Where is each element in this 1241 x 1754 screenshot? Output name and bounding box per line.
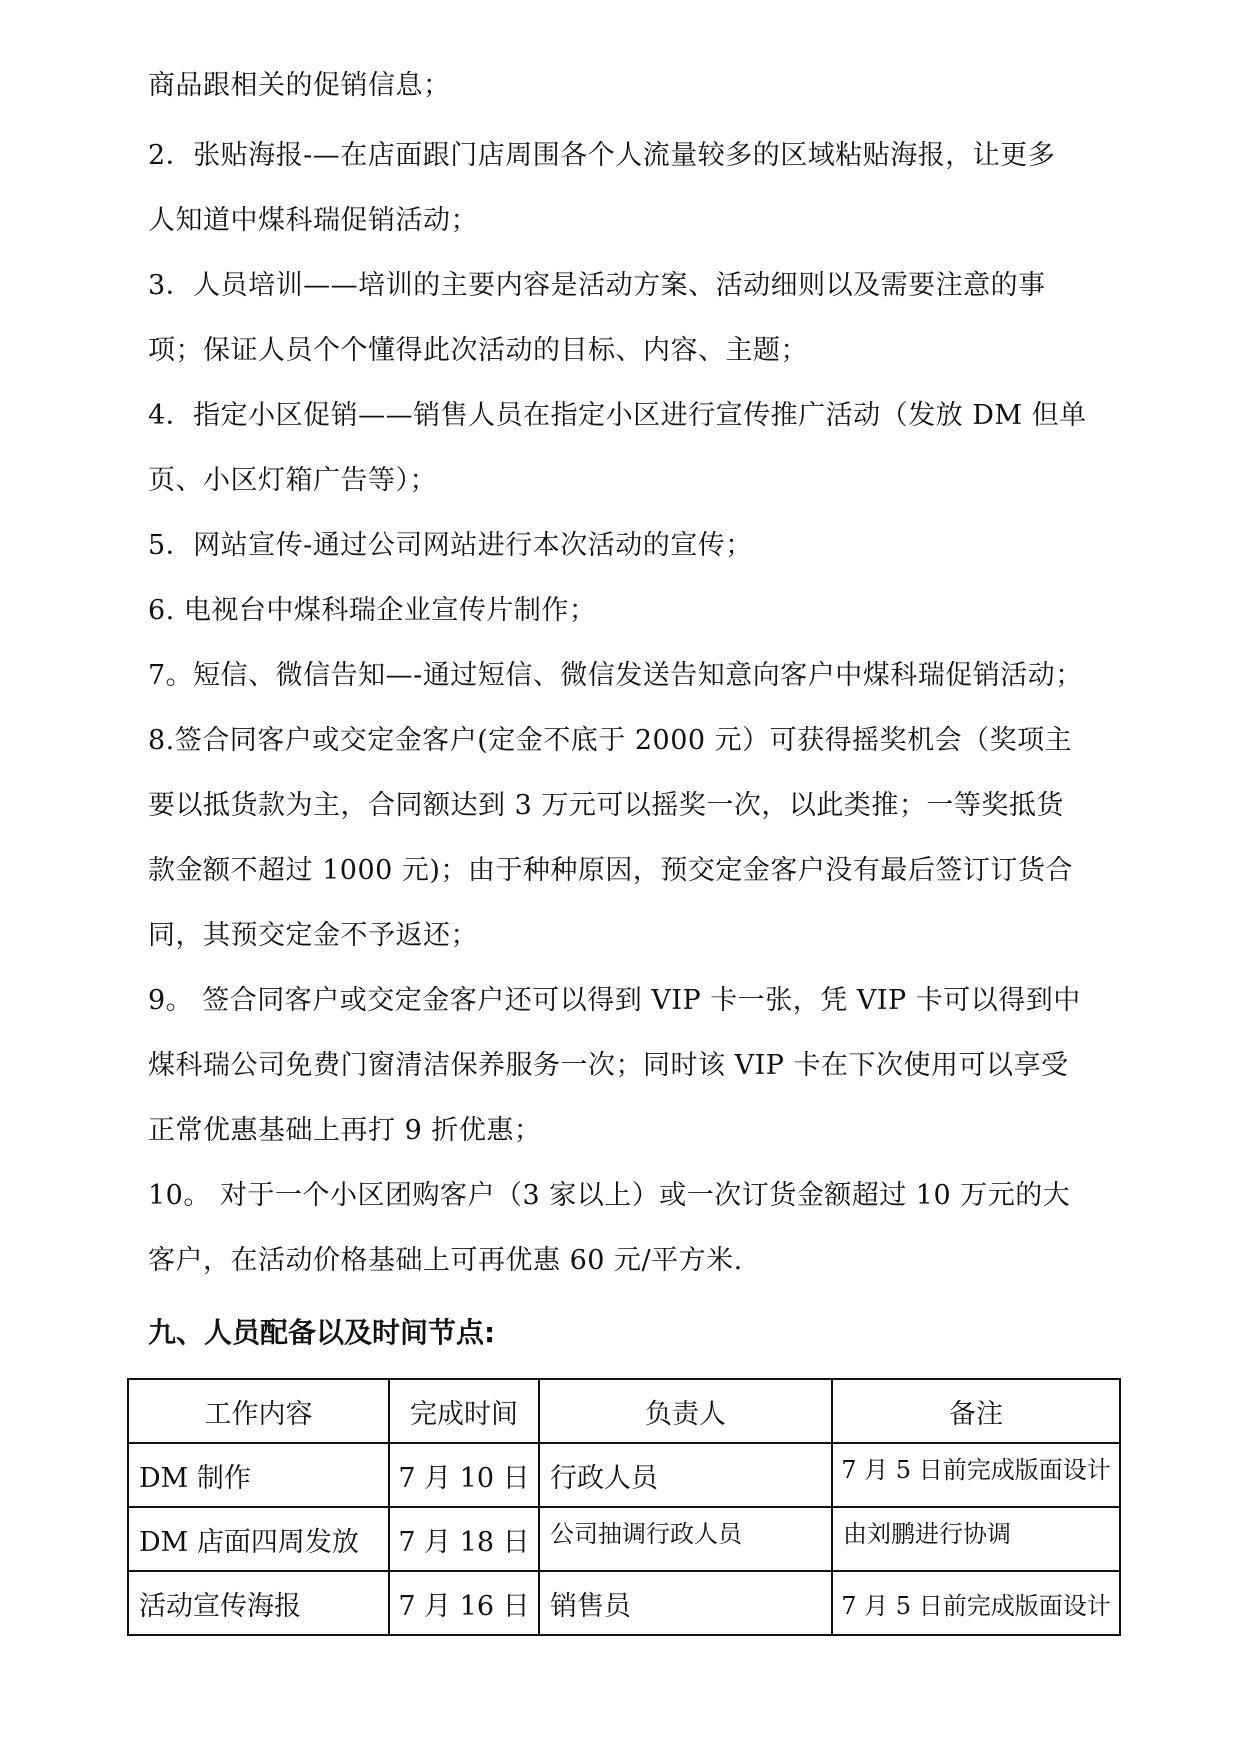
body-text-line: 6. 电视台中煤科瑞企业宣传片制作； bbox=[148, 595, 597, 626]
body-text-line: 2．张贴海报-—在店面跟门店周围各个人流量较多的区域粘贴海报，让更多 bbox=[148, 140, 1056, 171]
table-header-cell: 备注 bbox=[832, 1379, 1120, 1443]
body-text-line: 煤科瑞公司免费门窗清洁保养服务一次；同时该 VIP 卡在下次使用可以享受 bbox=[148, 1050, 1069, 1081]
body-text-line: 页、小区灯箱广告等）； bbox=[148, 465, 437, 496]
time-cell: 7 月 10 日 bbox=[389, 1443, 539, 1507]
body-text-line: 同，其预交定金不予返还； bbox=[148, 920, 478, 951]
body-text-line: 款金额不超过 1000 元)；由于种种原因，预交定金客户没有最后签订订货合 bbox=[148, 855, 1073, 886]
task-cell: 活动宣传海报 bbox=[128, 1571, 389, 1635]
body-text-line: 项；保证人员个个懂得此次活动的目标、内容、主题； bbox=[148, 335, 808, 366]
owner-cell: 行政人员 bbox=[539, 1443, 832, 1507]
table-header-cell: 完成时间 bbox=[389, 1379, 539, 1443]
table-header-cell: 工作内容 bbox=[128, 1379, 389, 1443]
body-text-line: 3．人员培训——培训的主要内容是活动方案、活动细则以及需要注意的事 bbox=[148, 270, 1046, 301]
table-row bbox=[128, 1571, 1120, 1635]
task-cell: DM 制作 bbox=[128, 1443, 389, 1507]
body-text-line: 人知道中煤科瑞促销活动； bbox=[148, 205, 478, 236]
section-heading: 九、人员配备以及时间节点: bbox=[148, 1316, 496, 1349]
body-text-line: 9。 签合同客户或交定金客户还可以得到 VIP 卡一张，凭 VIP 卡可以得到中 bbox=[148, 985, 1081, 1016]
table-header-row bbox=[128, 1379, 1120, 1443]
time-cell: 7 月 18 日 bbox=[389, 1507, 539, 1571]
body-text-line: 客户，在活动价格基础上可再优惠 60 元/平方米. bbox=[148, 1245, 743, 1276]
body-text-line: 8.签合同客户或交定金客户(定金不底于 2000 元）可获得摇奖机会（奖项主 bbox=[148, 725, 1073, 756]
schedule-table bbox=[127, 1378, 1121, 1636]
note-cell: 7 月 5 日前完成版面设计 bbox=[832, 1443, 1120, 1507]
body-text-line: 10。 对于一个小区团购客户（3 家以上）或一次订货金额超过 10 万元的大 bbox=[148, 1180, 1071, 1211]
body-text-line: 要以抵货款为主，合同额达到 3 万元可以摇奖一次，以此类推；一等奖抵货 bbox=[148, 790, 1064, 821]
note-cell: 由刘鹏进行协调 bbox=[832, 1507, 1120, 1571]
table-header-cell: 负责人 bbox=[539, 1379, 832, 1443]
table-row bbox=[128, 1507, 1120, 1571]
task-cell: DM 店面四周发放 bbox=[128, 1507, 389, 1571]
owner-cell: 销售员 bbox=[539, 1571, 832, 1635]
owner-cell: 公司抽调行政人员 bbox=[539, 1507, 832, 1571]
time-cell: 7 月 16 日 bbox=[389, 1571, 539, 1635]
body-text-line: 4．指定小区促销——销售人员在指定小区进行宣传推广活动（发放 DM 但单 bbox=[148, 400, 1087, 431]
body-text-line: 正常优惠基础上再打 9 折优惠； bbox=[148, 1115, 542, 1146]
body-text-line: 5．网站宣传-通过公司网站进行本次活动的宣传； bbox=[148, 530, 753, 561]
note-cell: 7 月 5 日前完成版面设计 bbox=[832, 1571, 1120, 1635]
body-text-line: 商品跟相关的促销信息； bbox=[148, 70, 451, 101]
table-row bbox=[128, 1443, 1120, 1507]
body-text-line: 7。短信、微信告知—-通过短信、微信发送告知意向客户中煤科瑞促销活动； bbox=[148, 660, 1083, 691]
